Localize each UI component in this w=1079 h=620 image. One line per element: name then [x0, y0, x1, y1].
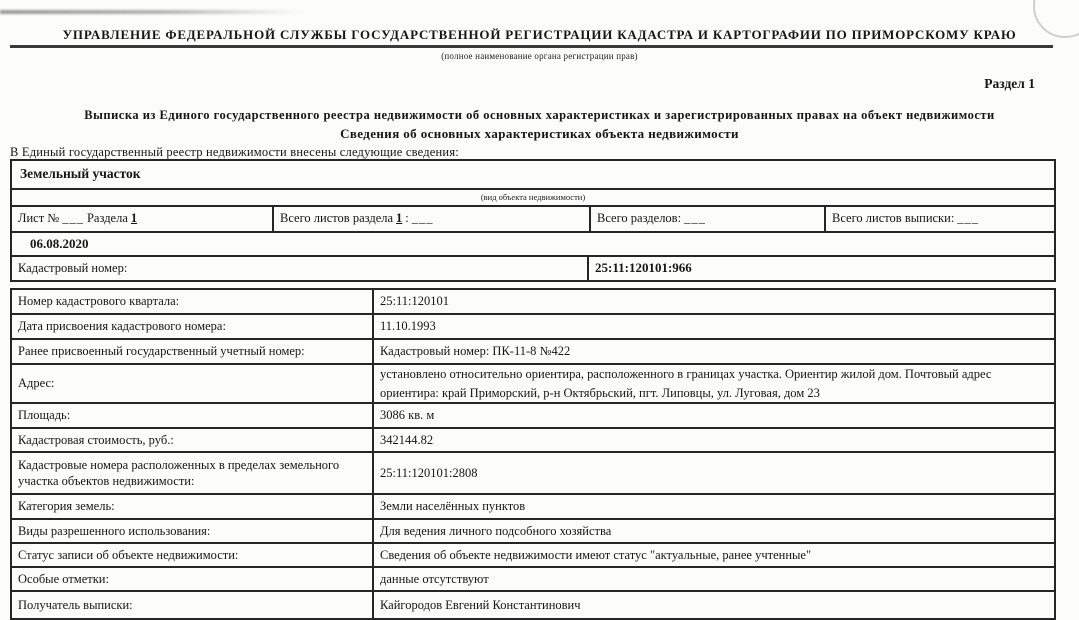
table-row [12, 566, 1054, 590]
sheets-in-section-blank: ___ [411, 211, 434, 226]
detail-value: 25:11:120101:2808 [372, 453, 1054, 493]
org-name-caption: (полное наименование органа регистрации прав) [441, 51, 638, 61]
detail-value: 11.10.1993 [372, 315, 1054, 338]
detail-value: Кайгородов Евгений Константинович [372, 592, 1054, 618]
scan-smudge-artifact [0, 10, 300, 14]
document-title-line2: Сведения об основных характеристиках объекта недвижимости [340, 126, 739, 141]
sheet-number-cell [12, 207, 272, 231]
detail-label: Категория земель: [18, 499, 115, 514]
detail-value: 342144.82 [372, 429, 1054, 451]
document-title-line1: Выписка из Единого государственного реестра недвижимости об основных характеристиках и зарегистрированных правах на объект недвижимости [84, 108, 995, 122]
detail-label: Особые отметки: [18, 571, 109, 586]
sheets-in-section-number: 1 [396, 211, 403, 226]
table-row [12, 161, 1054, 188]
detail-value: 3086 кв. м [372, 404, 1054, 427]
cadastral-number-value: 25:11:120101:966 [587, 257, 1054, 280]
object-header-table [10, 159, 1056, 282]
table-row [12, 188, 1054, 205]
total-sheets-label: Всего листов выписки: [832, 211, 955, 226]
section-label: Раздел 1 [984, 76, 1035, 91]
sheet-blank: ___ [62, 211, 84, 226]
org-name-underline [10, 45, 1053, 48]
detail-value: 25:11:120101 [372, 290, 1054, 313]
table-row [12, 231, 1054, 255]
table-row [12, 542, 1054, 566]
table-row [12, 427, 1054, 451]
detail-label: Адрес: [18, 376, 55, 391]
table-row [12, 255, 1054, 280]
object-type: Земельный участок [20, 166, 141, 182]
total-sheets-cell [824, 207, 1054, 231]
detail-label: Номер кадастрового квартала: [18, 294, 180, 309]
table-row [12, 205, 1054, 231]
detail-value: Кадастровый номер: ПК-11-8 №422 [372, 340, 1054, 363]
detail-value: данные отсутствуют [372, 568, 1054, 590]
table-row [12, 338, 1054, 363]
detail-label: Ранее присвоенный государственный учетный номер: [18, 344, 305, 359]
intro-line: В Единый государственный реестр недвижимости внесены следующие сведения: [10, 145, 459, 159]
detail-value: установлено относительно ориентира, расположенного в границах участка. Ориентир жилой дом. Почтовый адрес ориентира: край Приморский, р-н Октябрьский, пгт. Липовцы, ул. Луговая, дом 23 [372, 365, 1054, 402]
object-type-caption: (вид объекта недвижимости) [480, 192, 586, 203]
sheets-in-section-colon: : [405, 211, 409, 226]
details-table [10, 288, 1056, 620]
sheets-in-section-label: Всего листов раздела [280, 211, 394, 226]
detail-label: Кадастровые номера расположенных в пределах земельного участка объектов недвижимости: [18, 457, 340, 488]
table-row [12, 451, 1054, 493]
table-row [12, 290, 1054, 313]
table-row [12, 402, 1054, 427]
detail-label: Дата присвоения кадастрового номера: [18, 319, 226, 334]
table-row [12, 493, 1054, 518]
total-sections-blank: ___ [684, 211, 706, 226]
total-sections-label: Всего разделов: [597, 211, 682, 226]
detail-value: Земли населённых пунктов [372, 495, 1054, 518]
detail-label: Кадастровая стоимость, руб.: [18, 432, 174, 447]
table-row [12, 363, 1054, 402]
detail-label: Получатель выписки: [18, 597, 133, 612]
extract-date: 06.08.2020 [30, 235, 89, 251]
total-sections-cell [589, 207, 824, 231]
sheet-mid: Раздела [86, 211, 128, 226]
detail-label: Статус записи об объекте недвижимости: [18, 547, 239, 562]
detail-value: Сведения об объекте недвижимости имеют статус "актуальные, ранее учтенные" [372, 544, 1054, 566]
sheets-in-section-cell [272, 207, 589, 231]
detail-value: Для ведения личного подсобного хозяйства [372, 520, 1054, 542]
detail-label: Площадь: [18, 408, 71, 423]
table-row [12, 313, 1054, 338]
cadastral-number-label: Кадастровый номер: [18, 260, 128, 275]
sheet-section-number: 1 [130, 211, 138, 226]
sheet-prefix: Лист № [18, 211, 60, 226]
org-name-title: УПРАВЛЕНИЕ ФЕДЕРАЛЬНОЙ СЛУЖБЫ ГОСУДАРСТВЕННОЙ РЕГИСТРАЦИИ КАДАСТРА И КАРТОГРАФИИ ПО ПРИМОРСКОМУ КРАЮ [62, 27, 1017, 42]
table-row [12, 518, 1054, 542]
total-sheets-blank: ___ [957, 211, 980, 226]
table-row [12, 590, 1054, 618]
detail-label: Виды разрешенного использования: [18, 523, 211, 538]
